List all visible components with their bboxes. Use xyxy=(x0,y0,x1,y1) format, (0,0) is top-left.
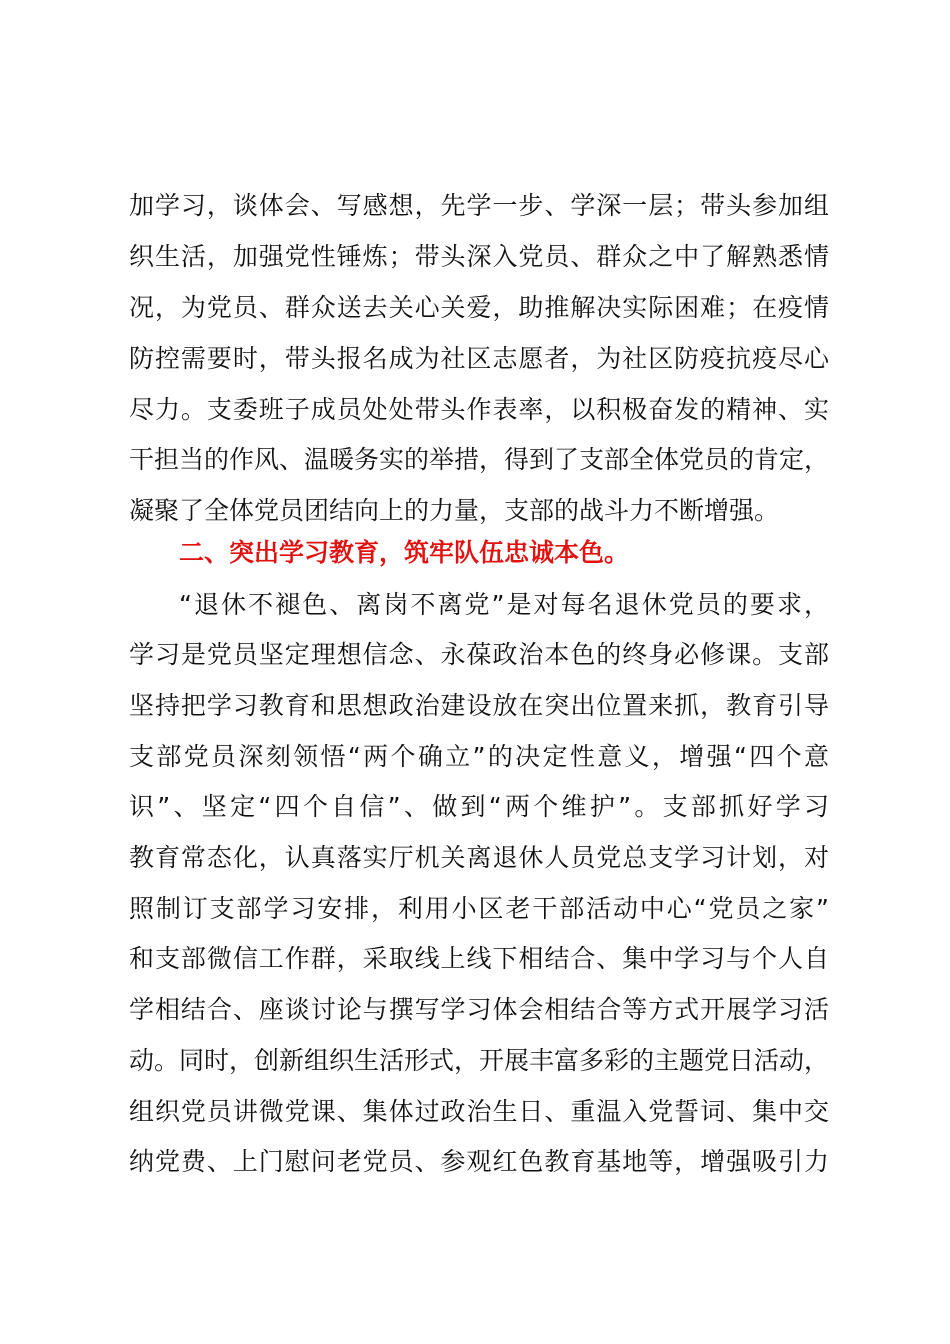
body-text-line: 凝聚了全体党员团结向上的力量，支部的战斗力不断增强。 xyxy=(129,496,780,525)
section-heading: 二、突出学习教育，筑牢队伍忠诚本色。 xyxy=(179,538,630,567)
body-text-line: 学相结合、座谈讨论与撰写学习体会相结合等方式开展学习活 xyxy=(129,995,829,1024)
body-text-line: 和支部微信工作群，采取线上线下相结合、集中学习与个人自 xyxy=(129,944,829,973)
body-text-line: 照制订支部学习安排，利用小区老干部活动中心“党员之家” xyxy=(129,894,829,923)
body-text-line: 教育常态化，认真落实厅机关离退休人员党总支学习计划，对 xyxy=(129,843,829,872)
body-text-line: 组织党员讲微党课、集体过政治生日、重温入党誓词、集中交 xyxy=(129,1097,829,1126)
body-text-line: 动。同时，创新组织生活形式，开展丰富多彩的主题党日活动， xyxy=(129,1046,830,1075)
body-text-line: 干担当的作风、温暖务实的举措，得到了支部全体党员的肯定， xyxy=(129,445,830,474)
body-text-line: 学习是党员坚定理想信念、永葆政治本色的终身必修课。支部 xyxy=(129,640,829,669)
body-text-line: 尽力。支委班子成员处处带头作表率，以积极奋发的精神、实 xyxy=(129,395,829,424)
body-text-line: 纳党费、上门慰问老党员、参观红色教育基地等，增强吸引力 xyxy=(129,1147,829,1176)
body-text-line: 坚持把学习教育和思想政治建设放在突出位置来抓，教育引导 xyxy=(129,691,829,720)
body-text-line: 防控需要时，带头报名成为社区志愿者，为社区防疫抗疫尽心 xyxy=(129,344,829,373)
body-text-line: 支部党员深刻领悟“两个确立”的决定性意义，增强“四个意 xyxy=(129,742,829,771)
body-text-line: 织生活，加强党性锤炼；带头深入党员、群众之中了解熟悉情 xyxy=(129,242,829,271)
body-text-line: 识”、坚定“四个自信”、做到“两个维护”。支部抓好学习 xyxy=(129,792,829,821)
body-text-line: “退休不褪色、离岗不离党”是对每名退休党员的要求， xyxy=(179,590,829,619)
body-text-line: 加学习，谈体会、写感想，先学一步、学深一层；带头参加组 xyxy=(129,191,829,220)
body-text-line: 况，为党员、群众送去关心关爱，助推解决实际困难；在疫情 xyxy=(129,293,829,322)
